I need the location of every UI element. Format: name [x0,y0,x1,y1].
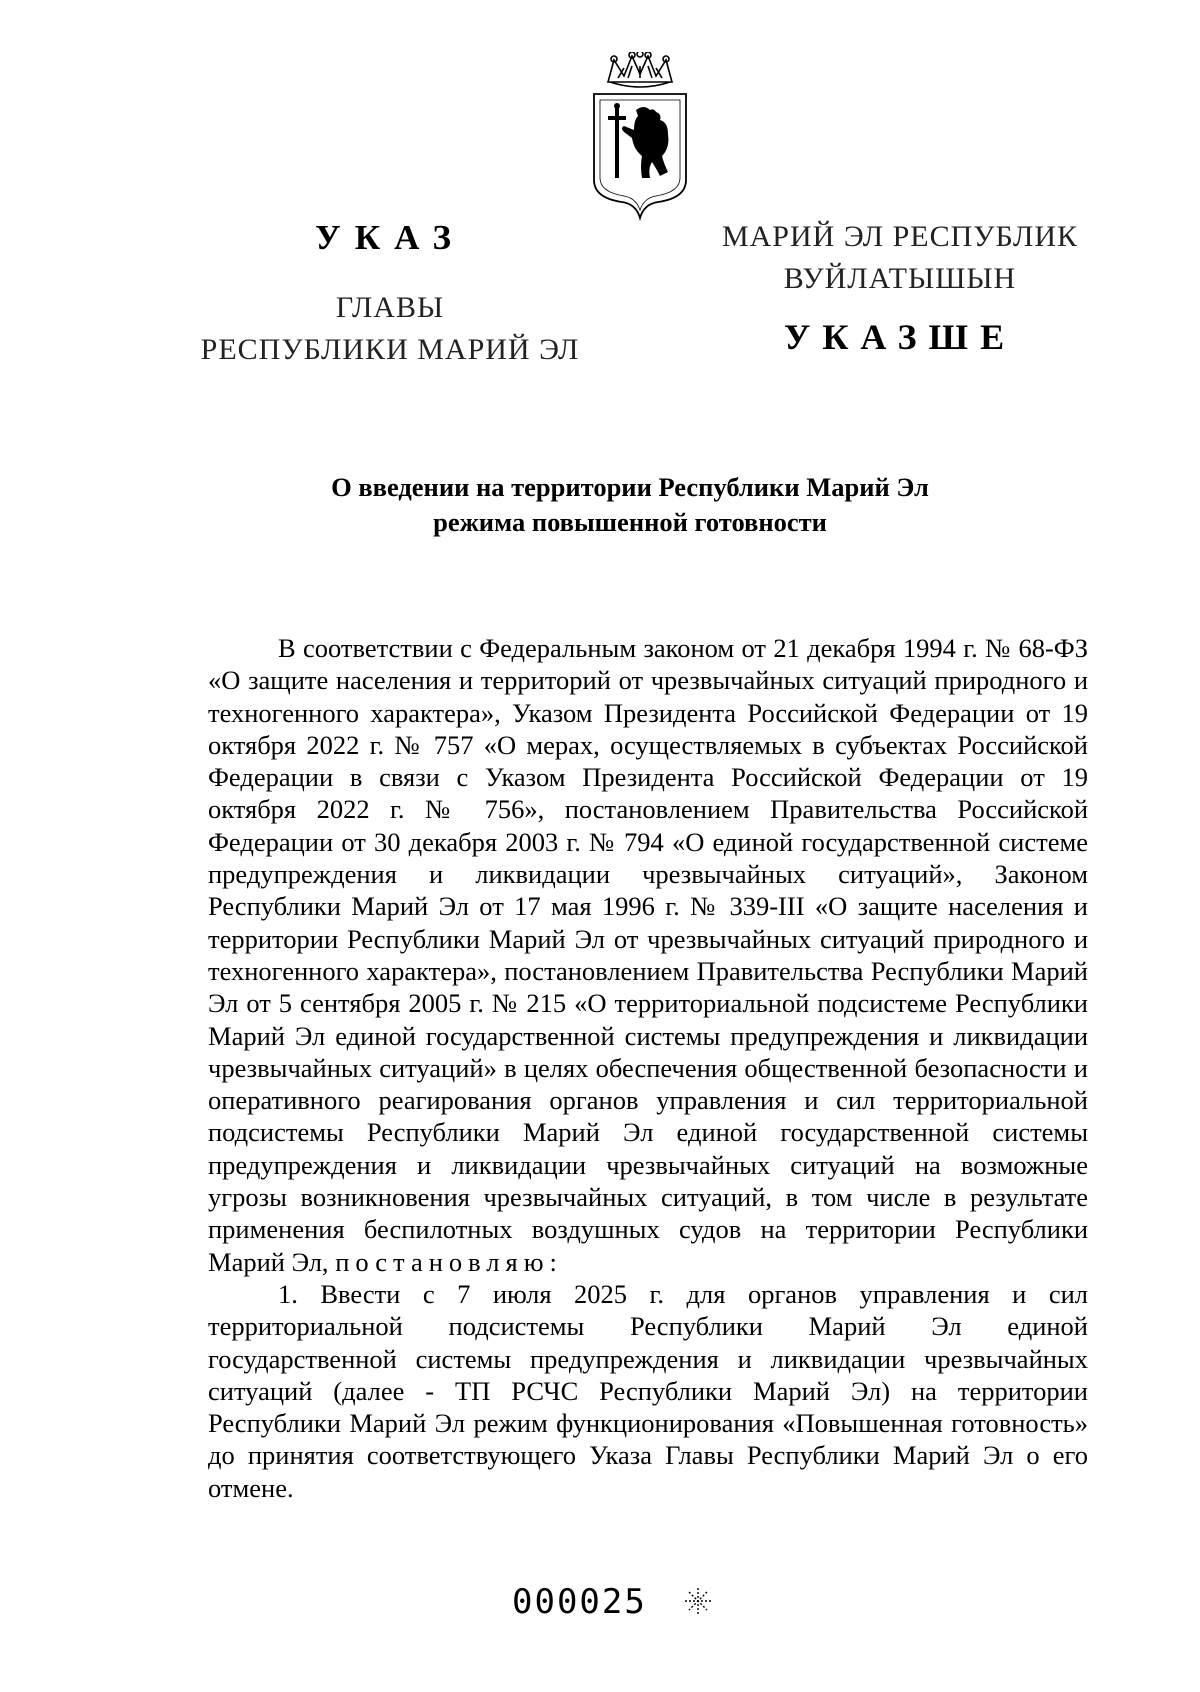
item-1-paragraph: 1. Ввести с 7 июля 2025 г. для органов управления и сил территориальной подсистемы Республики Марий Эл единой государственной системы предупреждения и ликвидации чрезвычайных ситуаций (далее - ТП РСЧС Республики Марий Эл) на территории Республики Марий Эл режим функционирования «Повышенная готовность» до принятия соответствующего Указа Главы Республики Марий Эл о его отмене. [208,1278,1088,1503]
asterisk-mark-icon [682,1585,714,1617]
crown-icon [608,52,672,87]
document-title-line2: режима повышенной готовности [433,507,827,537]
document-title [200,470,1060,540]
mari-el-coat-of-arms-icon [588,52,692,222]
issuer-mari-line1: МАРИЙ ЭЛ РЕСПУБЛИК [721,220,1079,253]
decree-title-ru: УКАЗ [315,218,465,257]
issuer-mari-line2: ВУЙЛАТЫШЫН [783,262,1017,295]
preamble-paragraph [208,632,1088,1278]
document-title-line1: О введении на территории Республики Марий Эл [331,472,929,502]
preamble-text: В соответствии с Федеральным законом от 21 декабря 1994 г. № 68-ФЗ «О защите населения и территорий от чрезвычайных ситуаций природного и техногенного характера», Указом Президента Российской Федерации от 19 октября 2022 г. № 757 «О мерах, осуществляемых в субъектах Российской Федерации в связи с Указом Президента Российской Федерации от 19 октября 2022 г. № 756», постановлением Правительства Российской Федерации от 30 декабря 2003 г. № 794 «О единой государственной системе предупреждения и ликвидации чрезвычайных ситуаций», Законом Республики Марий Эл от 17 мая 1996 г. № 339-III «О защите населения и территории Республики Марий Эл от чрезвычайных ситуаций природного и техногенного характера», постановлением Правительства Республики Марий Эл от 5 сентября 2005 г. № 215 «О территориальной подсистеме Республики Марий Эл единой государственной системы предупреждения и ликвидации чрезвычайных ситуаций» в целях обеспечения общественной безопасности и оперативного реагирования органов управления и сил территориальной подсистемы Республики Марий Эл единой государственной системы предупреждения и ликвидации чрезвычайных ситуаций на возможные угрозы возникновения чрезвычайных ситуаций, в том числе в результате применения беспилотных воздушных судов на территории Республики Марий Эл, [208,633,1088,1277]
decree-word: постановляю: [335,1246,563,1277]
document-body [208,632,1088,1504]
page-number: 000025 [512,1582,647,1622]
issuer-ru-line2: РЕСПУБЛИКИ МАРИЙ ЭЛ [200,333,580,366]
issuer-ru-line1: ГЛАВЫ [335,291,445,324]
issuer-ru [190,287,590,371]
decree-title-mari: УКАЗШЕ [783,317,1017,357]
issuer-mari [700,216,1100,300]
